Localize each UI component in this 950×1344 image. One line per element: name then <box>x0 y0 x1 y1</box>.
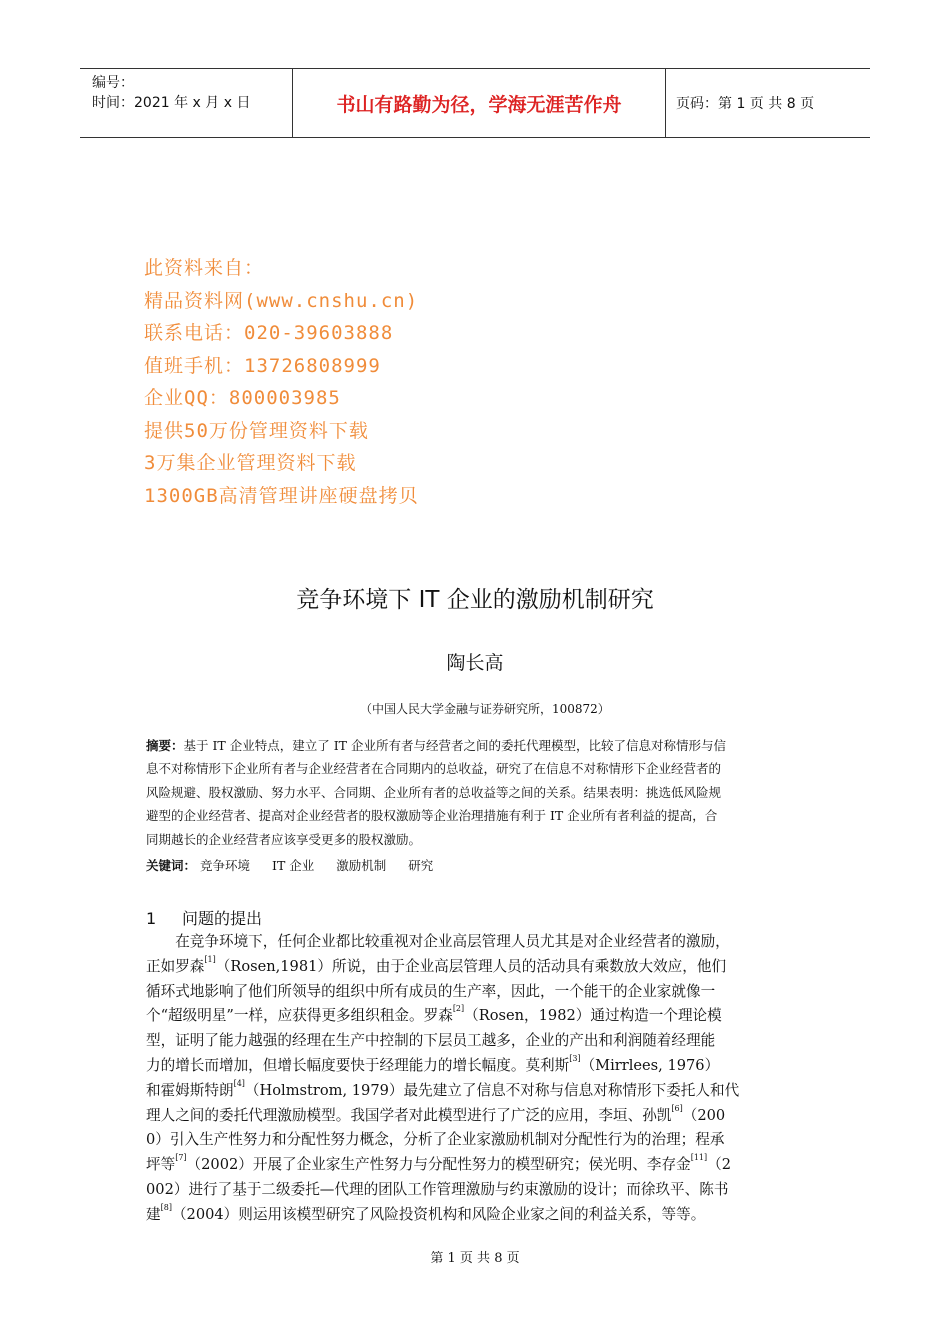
keyword: 研究 <box>408 858 434 873</box>
section-heading <box>146 906 262 929</box>
motto: 书山有路勤为径，学海无涯苦作舟 <box>292 69 666 137</box>
keywords-label: 关键词： <box>146 858 197 873</box>
promo-line: 此资料来自： <box>144 257 265 279</box>
abstract <box>146 734 812 851</box>
promo-line: 3万集企业管理资料下载 <box>144 452 357 474</box>
promo-line: 企业QQ：800003985 <box>144 387 341 409</box>
promo-line: 1300GB高清管理讲座硬盘拷贝 <box>144 484 419 507</box>
header-meta <box>80 69 292 137</box>
affiliation: （中国人民大学金融与证券研究所，100872） <box>360 702 610 716</box>
paper-title: 竞争环境下 IT 企业的激励机制研究 <box>296 587 654 613</box>
body-line: 坪等[7]（2002）开展了企业家生产性努力与分配性努力的模型研究；侯光明、李存金[11]（2 <box>146 1153 732 1174</box>
keyword: 激励机制 <box>336 858 387 873</box>
body-line: 和霍姆斯特朗[4]（Holmstrom, 1979）最先建立了信息不对称与信息对称情形下委托人和代 <box>146 1078 740 1099</box>
citation-marker: [2] <box>452 1004 465 1014</box>
number-label: 编号： <box>92 75 134 91</box>
promo-line: 联系电话：020-39603888 <box>144 322 394 344</box>
body-text <box>146 930 812 1228</box>
citation-marker: [7] <box>175 1153 187 1163</box>
citation-marker: [8] <box>160 1202 172 1212</box>
body-line: 循环式地影响了他们所领导的组织中所有成员的生产率，因此，一个能干的企业家就像一 <box>146 982 716 1000</box>
abstract-line: 风险规避、股权激励、努力水平、合同期、企业所有者的总收益等之间的关系。结果表明：挑选低风险规 <box>146 784 722 800</box>
promo-line: 提供50万份管理资料下载 <box>144 419 369 442</box>
body-line: 正如罗森[1]（Rosen,1981）所说，由于企业高层管理人员的活动具有乘数放大效应，他们 <box>146 954 727 975</box>
promo-block <box>144 252 419 512</box>
abstract-line: 息不对称情形下企业所有者与企业经营者在合同期内的总收益，研究了在信息不对称情形下企业经营者的 <box>146 761 722 777</box>
citation-marker: [4] <box>233 1078 245 1088</box>
citation-marker: [11] <box>690 1153 708 1163</box>
section-title: 问题的提出 <box>182 909 263 928</box>
body-line: 0）引入生产性努力和分配性努力概念，分析了企业家激励机制对分配性行为的治理；程承 <box>146 1131 725 1149</box>
abstract-line: 同期越长的企业经营者应该享受更多的股权激励。 <box>146 831 422 847</box>
citation-marker: [3] <box>569 1053 581 1063</box>
keyword: IT 企业 <box>272 858 315 873</box>
citation-marker: [1] <box>204 954 216 964</box>
author: 陶长高 <box>446 652 504 674</box>
abstract-label: 摘要： <box>146 738 184 753</box>
body-line: 在竞争环境下，任何企业都比较重视对企业高层管理人员尤其是对企业经营者的激励， <box>146 933 730 950</box>
abstract-line: 摘要：基于 IT 企业特点，建立了 IT 企业所有者与经营者之间的委托代理模型，比较了信息对称情形与信 <box>146 738 726 753</box>
body-line: 理人之间的委托代理激励模型。我国学者对此模型进行了广泛的应用，李垣、孙凯[6]（200 <box>146 1103 726 1124</box>
section-number: 1 <box>146 909 157 928</box>
body-line: 个“超级明星”一样，应获得更多组织租金。罗森[2]（Rosen，1982）通过构造一个理论模 <box>146 1004 722 1025</box>
body-line: 002）进行了基于二级委托—代理的团队工作管理激励与约束激励的设计；而徐玖平、陈书 <box>146 1180 729 1198</box>
promo-line: 精品资料网(www.cnshu.cn) <box>144 289 419 312</box>
citation-marker: [6] <box>671 1103 683 1113</box>
page-indicator: 页码：第 1 页 共 8 页 <box>676 96 815 112</box>
abstract-line: 避型的企业经营者、提高对企业经营者的股权激励等企业治理措施有利于 IT 企业所有者利益的提高，合 <box>146 808 718 824</box>
time-label: 时间：2021 年 x 月 x 日 <box>92 95 251 111</box>
header-table <box>80 68 870 138</box>
body-line: 型，证明了能力越强的经理在生产中控制的下层员工越多，企业的产出和利润随着经理能 <box>146 1032 716 1050</box>
promo-line: 值班手机：13726808999 <box>144 354 381 377</box>
keywords <box>146 856 451 874</box>
body-line: 建[8]（2004）则运用该模型研究了风险投资机构和风险企业家之间的利益关系，等等。 <box>146 1202 706 1223</box>
body-line: 力的增长而增加，但增长幅度要快于经理能力的增长幅度。莫利斯[3]（Mirrlees, 1976） <box>146 1053 720 1074</box>
page-footer: 第 1 页 共 8 页 <box>430 1251 520 1266</box>
keyword: 竞争环境 <box>200 858 251 873</box>
